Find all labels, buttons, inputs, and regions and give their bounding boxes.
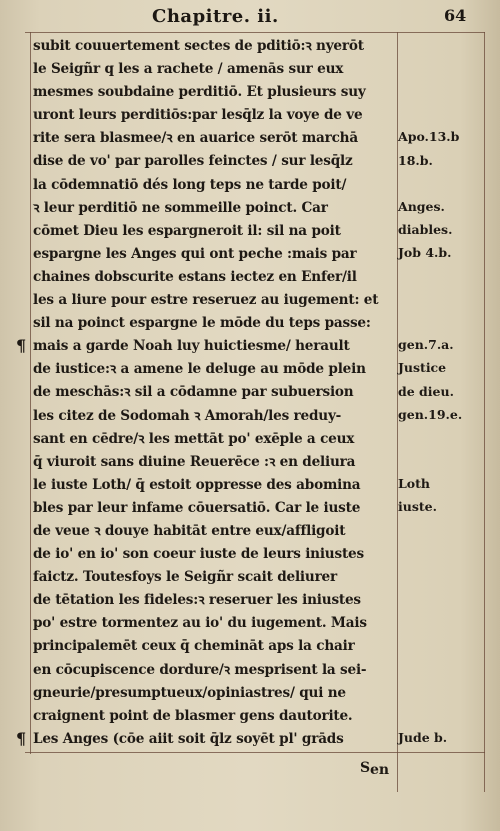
folio-number: 64 [444,6,467,25]
text-line: subit couuertement sectes de pditiō:ꝛ nyerōt [33,38,364,54]
text-line: cōmet Dieu les espargneroit il: sil na poit [33,222,341,239]
text-line: faictz. Toutesfoys le Seigñr scait deliurer [33,569,337,586]
top-rule [25,32,485,33]
margin-note: iuste. [398,499,437,514]
catchword: en [370,762,390,778]
right-rule [484,32,485,792]
text-line: de meschās:ꝛ sil a cōdamne par subuersion [33,384,354,401]
text-line: sant en cēdre/ꝛ les mettāt po' exēple a ceux [33,430,355,447]
text-line: de veue ꝛ douye habitāt entre eux/affligoit [33,522,346,539]
pilcrow-mark: ¶ [16,336,27,356]
text-line: Les Anges (cōe aiit soit q̄lz soyēt pl' grāds [33,730,344,747]
bottom-rule [25,752,485,753]
body-text [33,35,401,751]
text-line: les a liure pour estre reseruez au iugement: et [33,292,379,309]
text-line: de iustice:ꝛ a amene le deluge au mōde plein [33,361,366,378]
margin-note: gen.19.e. [398,406,463,422]
margin-note: Anges. [398,198,445,214]
text-line: mesmes soubdaine perditiō. Et plusieurs suy [33,84,366,101]
margin-note: Jude b. [398,730,448,745]
text-line: uront leurs perditiōs:par lesq̄lz la voye de ve [33,107,363,124]
margin-note: Job 4.b. [398,244,452,260]
text-line: le iuste Loth/ q̄ estoit oppresse des abomina [33,476,361,493]
margin-note: Justice [398,360,447,376]
text-line: craignent point de blasmer gens dautorite. [33,707,353,724]
page-header [0,4,500,32]
text-line: de tētation les fideles:ꝛ reseruer les iniustes [33,592,361,609]
text-line: chaines dobscurite estans iectez en Enfer/il [33,268,357,285]
margin-note: diables. [398,221,453,237]
text-line: en cōcupiscence dordure/ꝛ mesprisent la sei- [33,661,367,678]
margin-note: Apo.13.b [398,129,460,145]
text-line: sil na poinct espargne le mōde du teps passe: [33,315,371,332]
text-line: dise de vo' par parolles feinctes / sur lesq̄lz [33,153,353,170]
text-line: le Seigñr q les a rachete / amenās sur eux [33,61,344,78]
text-line: gneurie/presumptueux/opiniastres/ qui ne [33,684,346,701]
running-head: Chapitre. ii. [152,6,279,27]
pilcrow-mark: ¶ [16,729,27,748]
text-line: bles par leur infame cōuersatiō. Car le iuste [33,499,361,516]
margin-note: de dieu. [398,383,454,399]
text-line: espargne les Anges qui ont peche :mais par [33,245,357,262]
text-line: rite sera blasmee/ꝛ en auarice serōt marchā [33,130,358,147]
text-line: q̄ viuroit sans diuine Reuerēce :ꝛ en deliura [33,453,356,470]
text-line: mais a garde Noah luy huictiesme/ herault [33,338,350,355]
margin-note: 18.b. [398,152,433,168]
left-rule [30,32,31,754]
text-line: principalemēt ceux q̄ chemināt aps la chair [33,638,355,655]
text-line: la cōdemnatiō dés long teps ne tarde poit/ [33,176,347,193]
text-line: les citez de Sodomah ꝛ Amorah/les reduy- [33,407,342,424]
signature-mark: S [360,760,371,776]
margin-note: Loth [398,475,430,491]
margin-note: gen.7.a. [398,337,454,353]
text-line: ꝛ leur perditiō ne sommeille poinct. Car [33,199,328,216]
text-line: po' estre tormentez au io' du iugement. Mais [33,615,367,632]
text-line: de io' en io' son coeur iuste de leurs iniustes [33,546,364,563]
